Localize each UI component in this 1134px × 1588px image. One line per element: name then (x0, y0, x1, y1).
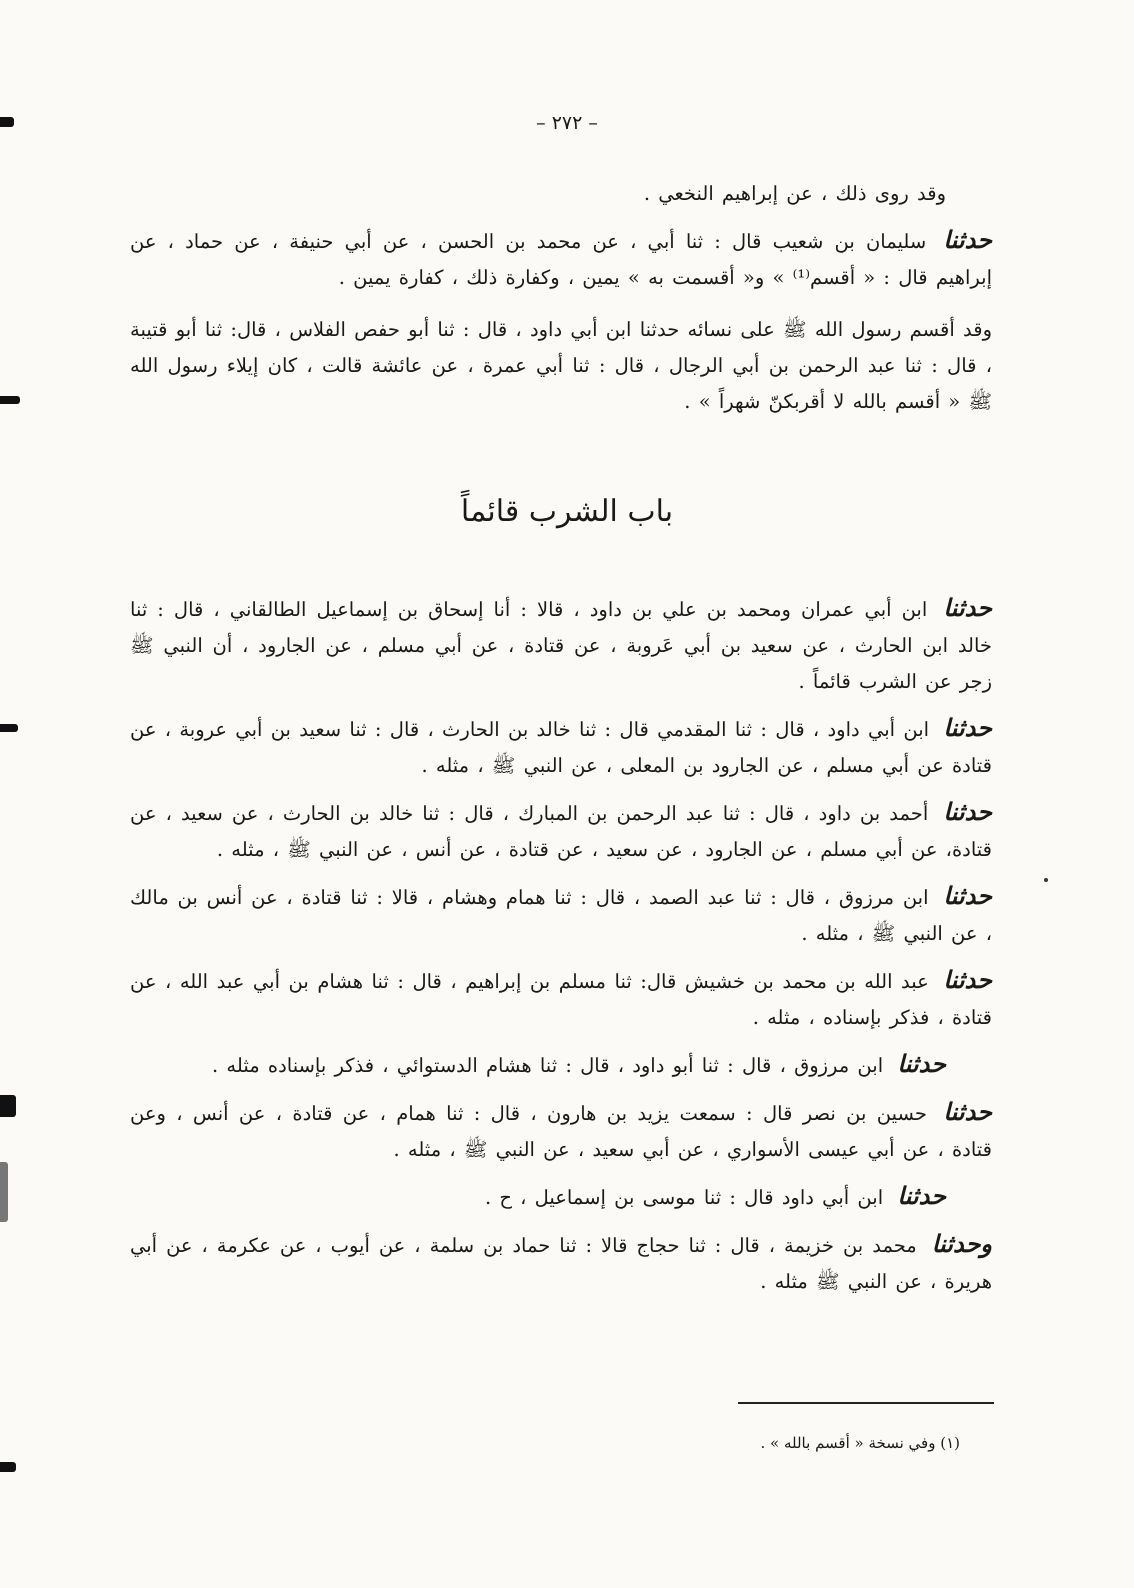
haddathana-label: حدثنا (943, 593, 992, 622)
haddathana-label: حدثنا (943, 225, 992, 254)
paragraph-text: وقد روى ذلك ، عن إبراهيم النخعي . (643, 182, 946, 205)
haddathana-label: حدثنا (943, 797, 992, 826)
haddathana-label: حدثنا (943, 1097, 992, 1126)
section-1 (130, 176, 992, 420)
paragraph (130, 1046, 992, 1084)
paragraph-text: سليمان بن شعيب قال : ثنا أبي ، عن محمد بن الحسن ، عن أبي حنيفة ، عن حماد ، عن إبراهيم قال : « أقسم⁽¹⁾ » و« أقسمت به » يمين ، وكفارة ذلك ، كفارة يمين . (130, 230, 992, 289)
paragraph-text: ابن أبي داود ، قال : ثنا المقدمي قال : ثنا خالد بن الحارث ، قال : ثنا سعيد بن أبي عروبة ، عن قتادة عن أبي مسلم ، عن الجارود بن المعلى ، عن النبي ﷺ ، مثله . (130, 718, 992, 777)
paragraph-text: حسين بن نصر قال : سمعت يزيد بن هارون ، قال : ثنا همام ، عن قتادة ، عن أنس ، وعن قتادة ، عن أبي عيسى الأسواري ، عن أبي سعيد ، عن النبي ﷺ ، مثله . (130, 1102, 992, 1161)
paragraph (130, 1226, 992, 1300)
haddathana-label: حدثنا (897, 1049, 946, 1078)
paragraph (130, 794, 992, 868)
chapter-title: باب الشرب قائماً (460, 494, 674, 529)
paragraph (130, 590, 992, 700)
scan-mark (0, 1095, 16, 1117)
paragraph (130, 1178, 992, 1216)
haddathana-label: حدثنا (943, 881, 992, 910)
paragraph-text: ابن مرزوق ، قال : ثنا عبد الصمد ، قال : ثنا همام وهشام ، قالا : ثنا قتادة ، عن أنس بن مالك ، عن النبي ﷺ ، مثله . (130, 886, 992, 945)
haddathana-label: حدثنا (897, 1181, 946, 1210)
paragraph-text: ابن مرزوق ، قال : ثنا أبو داود ، قال : ثنا هشام الدستوائي ، فذكر بإسناده مثله . (212, 1054, 884, 1077)
paragraph (130, 878, 992, 952)
section-2 (130, 590, 992, 1300)
wa-haddathana-label: وحدثنا (931, 1229, 992, 1258)
page-number: – ٢٧٢ – (536, 112, 598, 134)
haddathana-label: حدثنا (943, 965, 992, 994)
paragraph (130, 1094, 992, 1168)
paragraph (130, 176, 992, 212)
scan-mark (0, 724, 18, 732)
paragraph (130, 312, 992, 420)
haddathana-label: حدثنا (943, 713, 992, 742)
scan-mark (0, 1462, 16, 1472)
paragraph-text: وقد أقسم رسول الله ﷺ على نسائه حدثنا ابن أبي داود ، قال : ثنا أبو حفص الفلاس ، قال: ثنا أبو قتيبة ، قال : ثنا عبد الرحمن بن أبي الرجال ، قال : ثنا أبي عمرة ، عن عائشة قالت ، كان إيلاء رسول الله ﷺ « أقسم بالله لا أقربكنّ شهراً » . (130, 318, 992, 413)
scan-mark (0, 396, 20, 404)
footnote: (١) وفي نسخة « أقسم بالله » . (760, 1434, 960, 1452)
paragraph-text: عبد الله بن محمد بن خشيش قال: ثنا مسلم بن إبراهيم ، قال : ثنا هشام بن أبي عبد الله ، عن قتادة ، فذكر بإسناده ، مثله . (130, 970, 992, 1029)
paragraph (130, 710, 992, 784)
paragraph (130, 222, 992, 296)
footnote-rule (738, 1402, 994, 1404)
scan-mark (0, 1162, 8, 1222)
paragraph-text: ابن أبي داود قال : ثنا موسى بن إسماعيل ، ح . (484, 1186, 884, 1209)
scan-speck (1044, 878, 1048, 882)
paragraph-text: محمد بن خزيمة ، قال : ثنا حجاج قالا : ثنا حماد بن سلمة ، عن أيوب ، عن عكرمة ، عن أبي هريرة ، عن النبي ﷺ مثله . (130, 1234, 992, 1293)
paragraph-text: ابن أبي عمران ومحمد بن علي بن داود ، قالا : أنا إسحاق بن إسماعيل الطالقاني ، قال : ثنا خالد ابن الحارث ، عن سعيد بن أبي عَروبة ، عن قتادة ، عن أبي مسلم ، عن الجارود ، أن النبي ﷺ زجر عن الشرب قائماً . (130, 598, 992, 693)
paragraph-text: أحمد بن داود ، قال : ثنا عبد الرحمن بن المبارك ، قال : ثنا خالد بن الحارث ، عن سعيد ، عن قتادة، عن أبي مسلم ، عن الجارود ، عن سعيد ، عن قتادة ، عن أنس ، عن النبي ﷺ ، مثله . (130, 802, 992, 861)
paragraph (130, 962, 992, 1036)
